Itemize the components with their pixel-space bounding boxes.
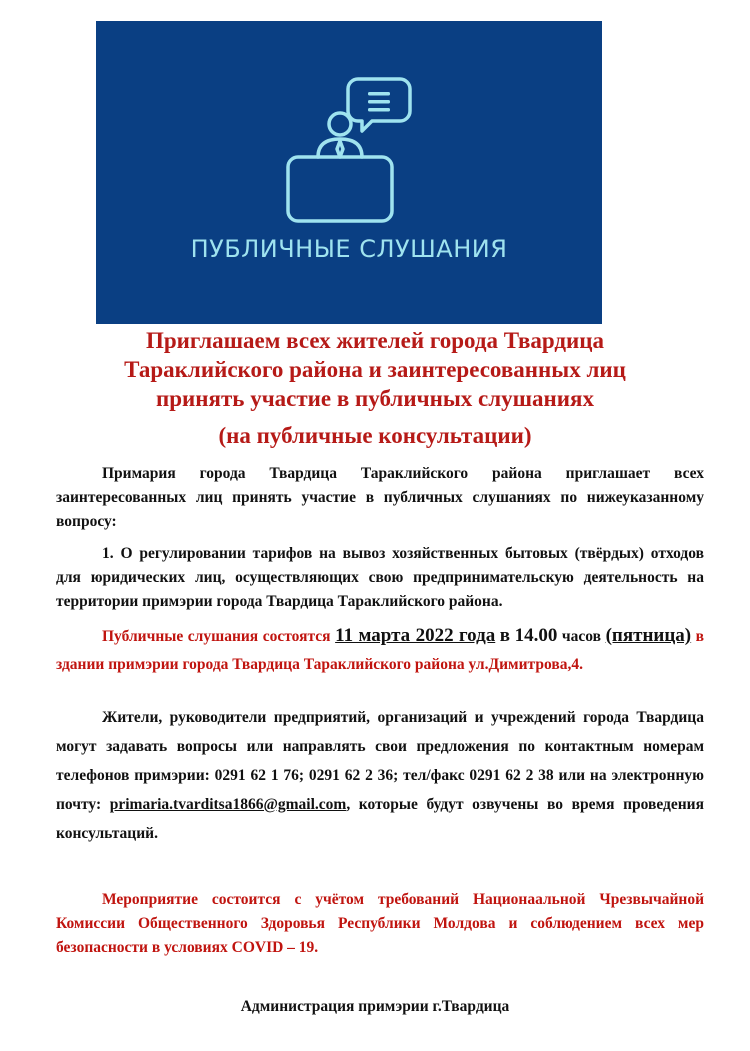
banner bbox=[96, 21, 602, 324]
speaker-at-podium-icon bbox=[96, 21, 602, 324]
page-heading bbox=[60, 326, 690, 413]
heading-subtitle: (на публичные консультации) bbox=[218, 423, 532, 448]
schedule-time-suffix: часов bbox=[561, 628, 602, 645]
schedule-prefix: Публичные слушания состоятся bbox=[102, 628, 331, 645]
banner-title: ПУБЛИЧНЫЕ СЛУШАНИЯ bbox=[190, 235, 508, 263]
covid-notice: Мероприятие состоится с учётом требований Национаальной Чрезвычайной Комиссии Общественного Здоровья Республики Молдова и соблюдением всех мер безопасности в условиях COVID – 19. bbox=[56, 891, 704, 956]
heading-line-3: принять участие в публичных слушаниях bbox=[156, 386, 594, 411]
heading-line-1: Приглашаем всех жителей города Твардица bbox=[145, 328, 605, 353]
schedule-weekday: (пятница) bbox=[605, 625, 692, 646]
schedule-location: в здании примэрии города Твардица Тараклийского района ул.Димитрова,4. bbox=[56, 628, 705, 673]
intro-paragraph: Примария города Твардица Тараклийского района приглашает всех заинтересованных лиц принять участие в публичных слушаниях по нижеуказанному вопросу: bbox=[56, 465, 704, 530]
heading-line-2: Тараклийского района и заинтересованных лиц bbox=[124, 357, 626, 382]
schedule-time: 14.00 bbox=[514, 625, 558, 646]
contact-paragraph bbox=[56, 703, 704, 848]
contact-email-link[interactable]: primaria.tvarditsa1866@gmail.com bbox=[109, 796, 347, 813]
contact-text: Жители, руководители предприятий, организаций и учреждений города Твардица могут задавать вопросы или направлять свои предложения по контактным номерам телефонов примэрии: 0291 62 1 76; 0291 62 2 36; тел/факс 0291 62 2 38 или на электронную почту: bbox=[56, 709, 704, 813]
agenda-item: 1. О регулировании тарифов на вывоз хозяйственных бытовых (твёрдых) отходов для юридических лиц, осуществляющих свою предпринимательскую деятельность на территории примэрии города Твардица Тараклийского района. bbox=[56, 545, 704, 610]
footer-signature: Администрация примэрии г.Твардица bbox=[240, 998, 510, 1015]
schedule-paragraph bbox=[56, 622, 704, 679]
schedule-time-prefix: в bbox=[499, 625, 511, 646]
schedule-date: 11 марта 2022 года bbox=[335, 625, 496, 646]
contact-text-after: , которые будут озвучены во время проведения консультаций. bbox=[56, 796, 704, 842]
